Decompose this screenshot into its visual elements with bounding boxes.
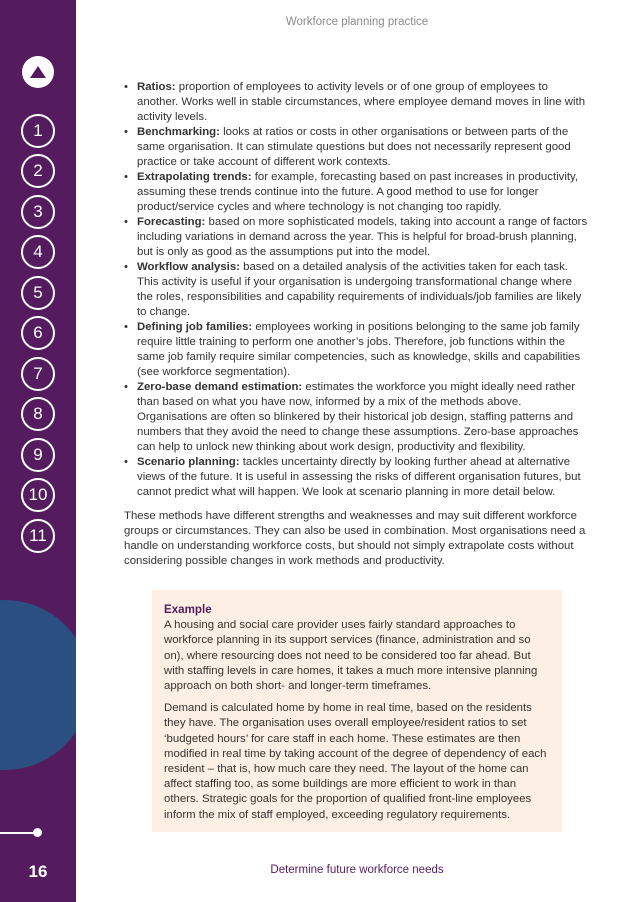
item-term: Forecasting: — [137, 216, 206, 228]
example-heading: Example — [164, 603, 212, 616]
item-text: tackles uncertainty directly by looking further ahead at alternative views of the future. It is useful in assessing the risks of different organisation futures, but cannot predict what will happen. We look at scenario planning in more detail below. — [137, 456, 581, 498]
item-term: Scenario planning: — [137, 456, 240, 468]
item-term: Zero-base demand estimation: — [137, 381, 303, 393]
list-item — [124, 320, 590, 380]
item-text: proportion of employees to activity levels or of one group of employees to another. Works well in stable circumstances, where employee demand moves in line with activity levels. — [137, 81, 586, 123]
chapter-link-4[interactable]: 4 — [21, 235, 55, 269]
item-text: based on more sophisticated models, taking into account a range of factors including variations in demand across the year. This is helpful for broad-brush planning, but is only as good as the assumptions put into the model. — [137, 216, 588, 258]
summary-paragraph: These methods have different strengths and weaknesses and may suit different workforce groups or circumstances. They can also be used in combination. Most organisations need a handle on understanding workforce costs, but should not simply extrapolate costs without considering possible changes in work methods and productivity. — [124, 510, 586, 567]
item-term: Extrapolating trends: — [137, 171, 252, 183]
page-header: Workforce planning practice — [285, 16, 429, 28]
main-content — [124, 80, 590, 569]
page-number: 16 — [28, 862, 48, 881]
item-term: Workflow analysis: — [137, 261, 240, 273]
item-term: Benchmarking: — [137, 126, 220, 138]
chapter-link-3[interactable]: 3 — [21, 195, 55, 229]
list-item — [124, 455, 590, 500]
example-paragraph: Demand is calculated home by home in real time, based on the residents they have. The organisation uses overall employee/resident ratios to set ‘budgeted hours’ for care staff in each home. These estimates are then modified in real time by taking account of the degree of dependency of each resident – that is, how much care they need. The layout of the home can affect staffing too, as some buildings are more efficient to work in than others. Strategic goals for the proportion of qualified front-line employees inform the mix of staff employed, exceeding regulatory requirements. — [164, 702, 547, 821]
chapter-link-5[interactable]: 5 — [21, 276, 55, 310]
item-text: for example, forecasting based on past increases in productivity, assuming these trends continue into the future. A good method to use for longer product/service cycles and where technology is not changing too rapidly. — [137, 171, 579, 213]
back-to-top-button[interactable] — [22, 56, 54, 88]
item-term: Ratios: — [137, 81, 176, 93]
up-arrow-icon — [29, 65, 47, 79]
item-term: Defining job families: — [137, 321, 253, 333]
decorative-wave — [0, 600, 76, 770]
sidebar-nav — [0, 0, 76, 902]
list-item — [124, 380, 590, 455]
list-item — [124, 215, 590, 260]
chapter-link-11[interactable]: 11 — [21, 519, 55, 553]
chapter-link-8[interactable]: 8 — [21, 397, 55, 431]
example-box — [152, 590, 562, 832]
chapter-link-10[interactable]: 10 — [21, 478, 55, 512]
progress-handle[interactable] — [33, 828, 42, 837]
list-item — [124, 260, 590, 320]
chapter-link-1[interactable]: 1 — [21, 114, 55, 148]
item-text: employees working in positions belonging to the same job family require little training to perform one another’s jobs. Therefore, job functions within the same job family require similar competencies, such as knowledge, skills and capabilities (see workforce segmentation). — [137, 321, 581, 378]
method-list — [124, 80, 590, 500]
chapter-link-7[interactable]: 7 — [21, 357, 55, 391]
list-item — [124, 125, 590, 170]
chapter-link-9[interactable]: 9 — [21, 438, 55, 472]
example-paragraph: A housing and social care provider uses fairly standard approaches to workforce planning in its support services (finance, administration and so on), where resourcing does not need to be considered too far ahead. But with staffing levels in care homes, it takes a much more intensive planning approach on both short- and longer-term timeframes. — [164, 619, 538, 693]
item-text: estimates the workforce you might ideally need rather than based on what you have now, informed by a mix of the methods above. Organisations are often so blinkered by their historical job design, staffing patterns and numbers that they avoid the need to change these assumptions. Zero-base approaches can help to unlock new thinking about work design, productivity and flexibility. — [137, 381, 579, 453]
item-text: based on a detailed analysis of the activities taken for each task. This activity is useful if your organisation is undergoing transformational change where the roles, responsibilities and capability requirements of individuals/job families are likely to change. — [137, 261, 582, 318]
section-title-footer: Determine future workforce needs — [270, 864, 444, 876]
chapter-link-2[interactable]: 2 — [21, 154, 55, 188]
chapter-link-6[interactable]: 6 — [21, 316, 55, 350]
list-item — [124, 80, 590, 125]
item-text: looks at ratios or costs in other organisations or between parts of the same organisation. It can stimulate questions but does not necessarily represent good practice or take account of different work contexts. — [137, 126, 571, 168]
list-item — [124, 170, 590, 215]
